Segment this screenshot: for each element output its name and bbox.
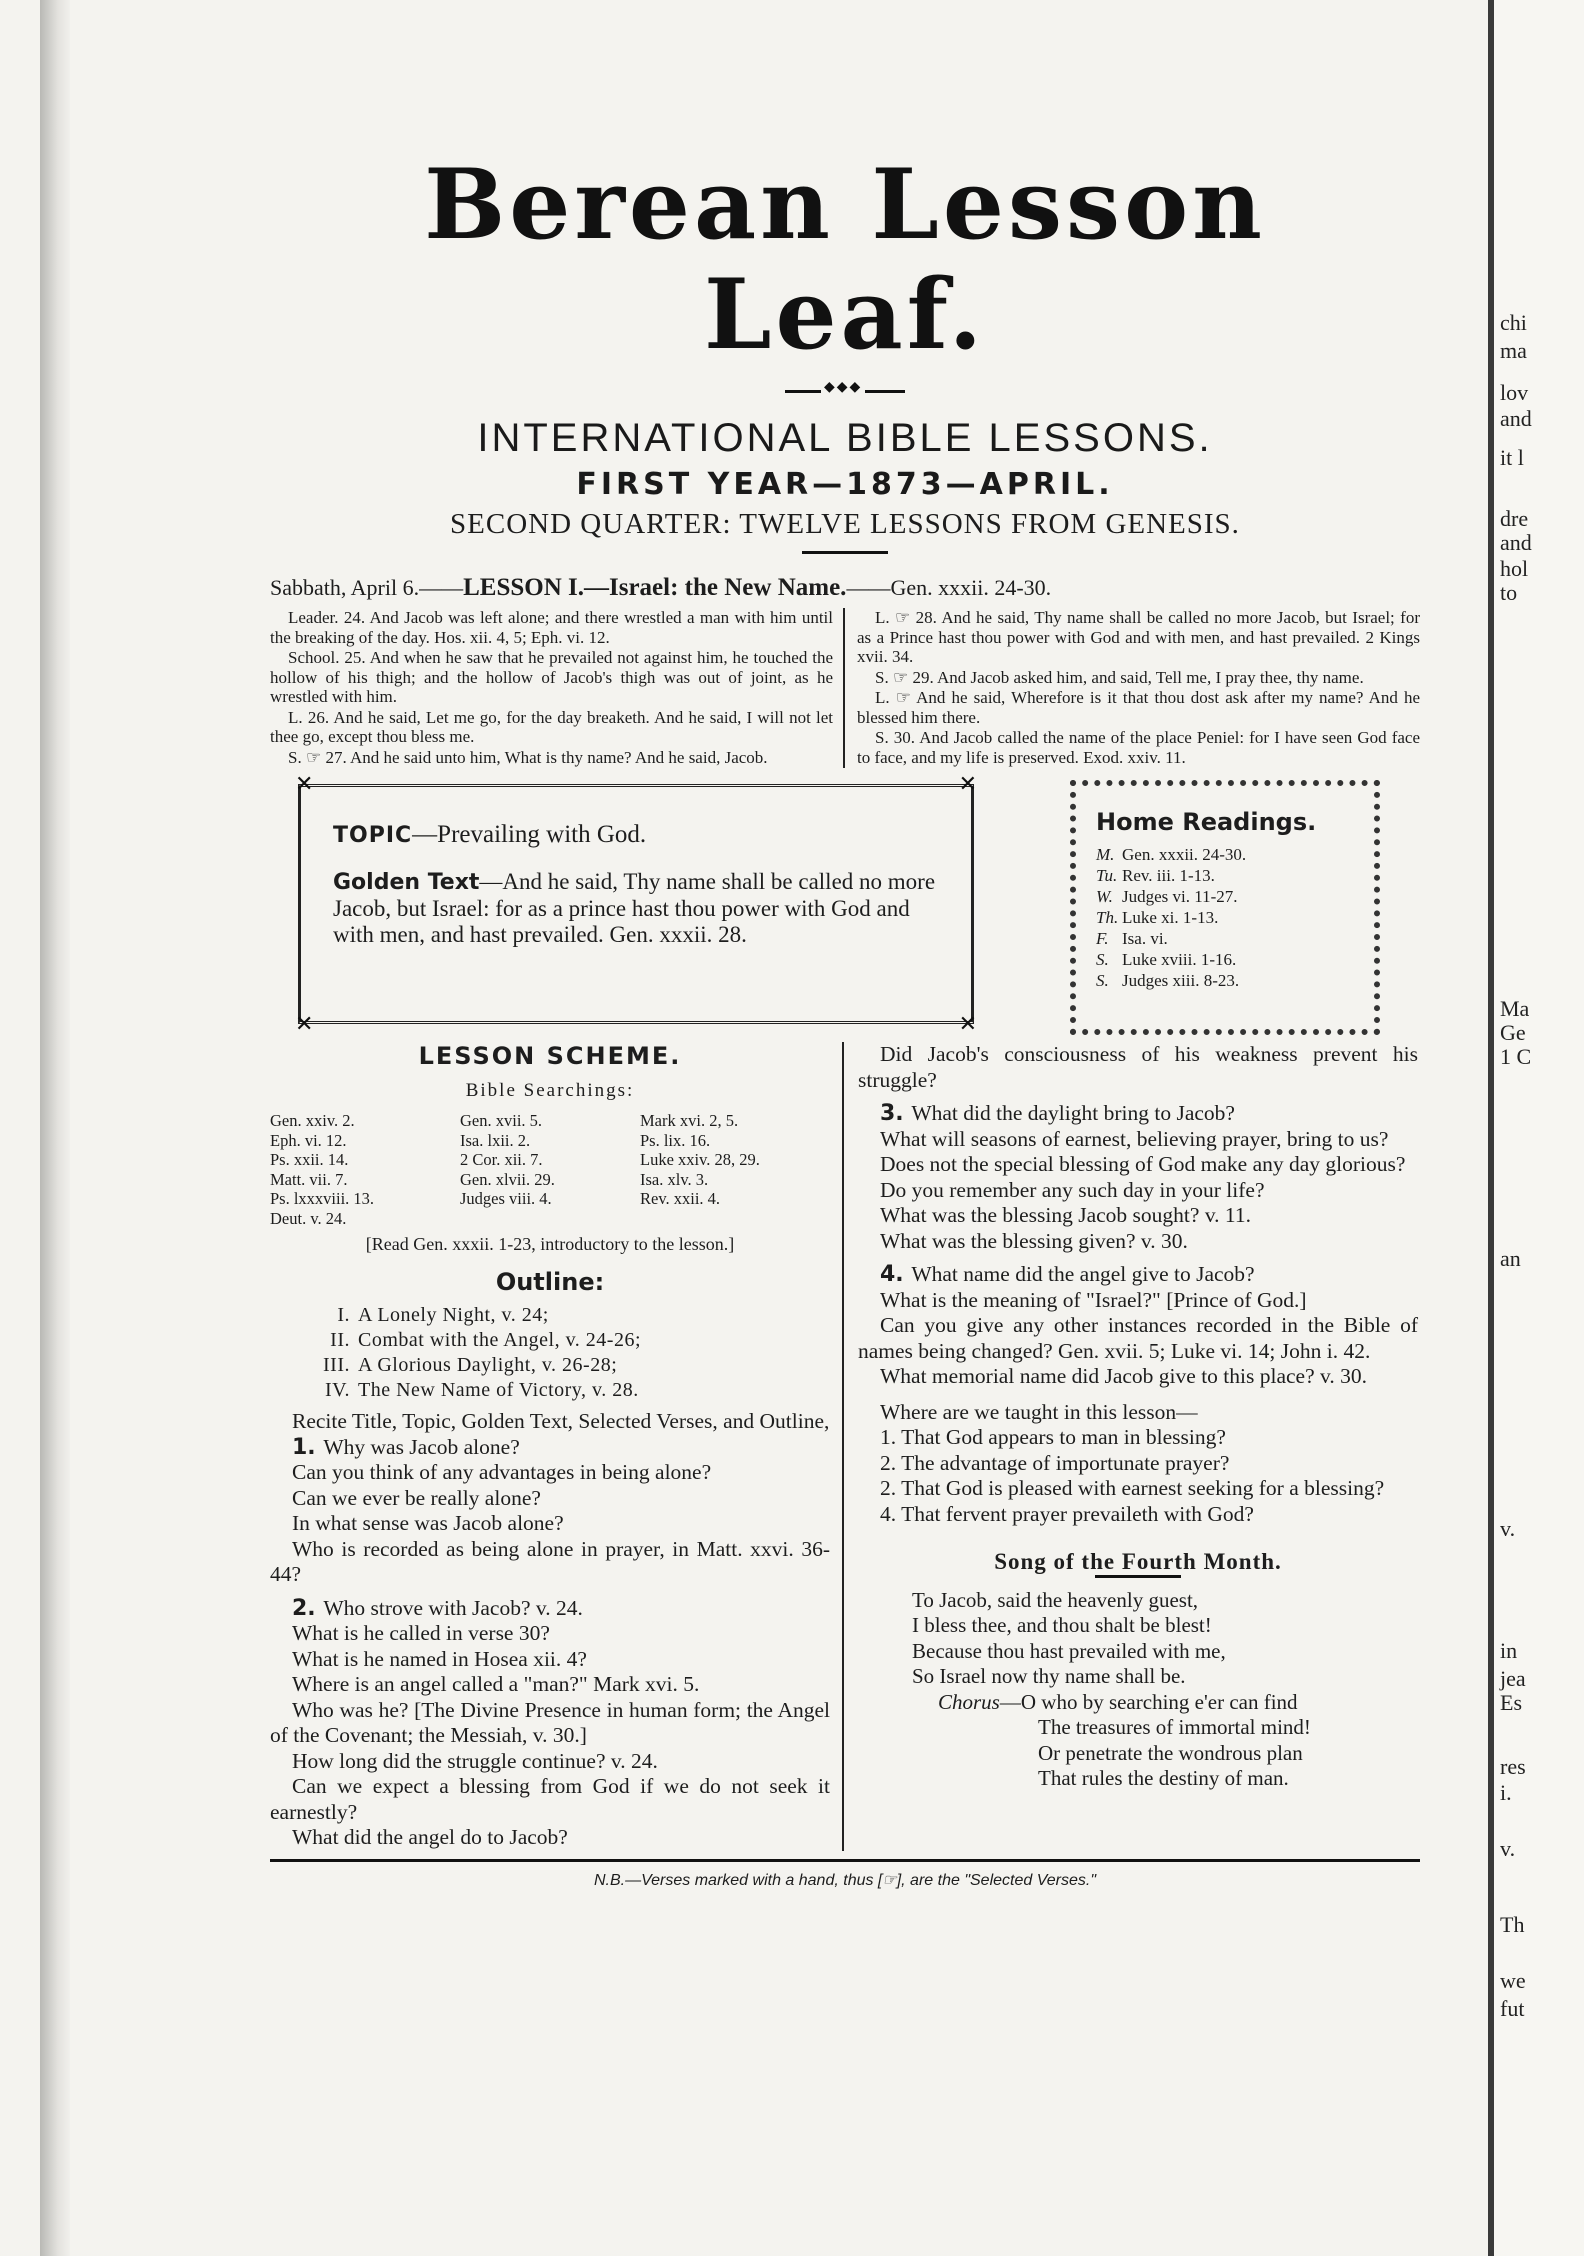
outline-item [310, 1353, 830, 1378]
page-fragment: fut [1500, 1996, 1525, 2021]
question: What did the angel do to Jacob? [292, 1825, 568, 1849]
searching-ref: Ps. xxii. 14. [270, 1150, 349, 1169]
home-reading-item [1096, 928, 1358, 949]
topic-text: —Prevailing with God. [412, 821, 647, 848]
reading-ref: Judges vi. 11-27. [1122, 887, 1238, 906]
outline-text: The New Name of Victory, v. 28. [358, 1379, 639, 1401]
chorus [938, 1690, 1418, 1792]
searching-ref: Luke xxiv. 28, 29. [640, 1150, 760, 1169]
topic-line [333, 821, 953, 849]
searching-ref: Rev. xxii. 4. [640, 1189, 721, 1208]
verse: School. 25. And when he saw that he prevailed not against him, he touched the hollow of his thigh; and the hollow of Jacob's thigh was out of joint, as he wrestled with him. [270, 648, 833, 706]
reading-ref: Luke xi. 1-13. [1122, 908, 1219, 927]
bible-searchings-grid [270, 1111, 830, 1228]
golden-text-body: —And he said, Thy name shall be called no more Jacob, but Israel: for as a prince hast thou power with God and with men, and hast prevailed. Gen. xxxii. 28. [333, 869, 936, 947]
question: What memorial name did Jacob give to this place? v. 30. [880, 1364, 1367, 1388]
question: Where is an angel called a "man?" Mark xvi. 5. [292, 1672, 700, 1696]
page-fragment: Ge [1500, 1020, 1526, 1045]
home-readings-box [1070, 780, 1380, 1035]
outline-num: II. [330, 1329, 350, 1351]
scripture-left [270, 608, 845, 768]
searching-ref: Isa. lxii. 2. [460, 1130, 531, 1150]
outline-num: III. [323, 1354, 350, 1376]
question: Can you think of any advantages in being alone? [292, 1460, 712, 1484]
question [270, 1435, 830, 1461]
reading-ref: Luke xviii. 1-16. [1122, 950, 1237, 969]
page-fragment: dre [1500, 506, 1529, 531]
question-text: Why was Jacob alone? [323, 1434, 520, 1459]
outline-item [310, 1328, 830, 1353]
corner-ornament: ✕ [295, 771, 314, 796]
page-fragment: in [1500, 1638, 1518, 1663]
page-fragment: hol [1500, 556, 1529, 581]
taught-item: 4. That fervent prayer prevaileth with God? [880, 1501, 1254, 1526]
golden-text [333, 869, 953, 948]
song-line: To Jacob, said the heavenly guest, [912, 1587, 1199, 1612]
outline-num: I. [337, 1304, 350, 1326]
page-fragment: and [1500, 530, 1532, 555]
song-rule [1095, 1575, 1181, 1578]
chorus-label: Chorus [938, 1689, 1000, 1714]
taught-item: 2. That God is pleased with earnest seeking for a blessing? [880, 1476, 1385, 1500]
reading-day: W. [1096, 887, 1113, 906]
read-note: [Read Gen. xxxii. 1-23, introductory to the lesson.] [365, 1234, 735, 1254]
lesson-date: Sabbath, April 6.—— [270, 575, 464, 600]
verse: L. ☞ And he said, Wherefore is it that thou dost ask after my name? And he blessed him there. [857, 688, 1420, 727]
bottom-rule [270, 1859, 1420, 1862]
question: In what sense was Jacob alone? [292, 1511, 564, 1535]
lesson-title: LESSON I.—Israel: the New Name. [463, 574, 847, 601]
searching-ref [460, 1209, 640, 1229]
question: How long did the struggle continue? v. 24. [292, 1748, 658, 1773]
reading-day: Th. [1096, 908, 1119, 927]
question: Did Jacob's consciousness of his weakness prevent his struggle? [858, 1042, 1418, 1092]
outline-text: A Glorious Daylight, v. 26-28; [358, 1354, 618, 1376]
golden-label: Golden Text [333, 870, 480, 895]
searching-ref: Matt. vii. 7. [270, 1169, 348, 1189]
question: Does not the special blessing of God make any day glorious? [880, 1152, 1406, 1176]
song-line: Because thou hast prevailed with me, [912, 1638, 1226, 1663]
lesson-body [270, 1042, 1420, 1851]
question: Do you remember any such day in your life? [880, 1177, 1265, 1202]
bible-searchings-title: Bible Searchings: [465, 1079, 635, 1101]
topic-box [295, 771, 977, 1036]
question-text: What name did the angel give to Jacob? [911, 1262, 1255, 1286]
lesson-page [270, 150, 1420, 1890]
reading-day: Tu. [1096, 866, 1118, 885]
page-fragment: to [1500, 580, 1518, 605]
heading-year: FIRST YEAR—1873—APRIL. [576, 467, 1114, 502]
left-column [270, 1042, 844, 1851]
song-line: So Israel now thy name shall be. [912, 1664, 1186, 1688]
searching-ref [640, 1209, 830, 1229]
searching-ref: Mark xvi. 2, 5. [640, 1111, 739, 1130]
reading-day: F. [1096, 929, 1109, 948]
lesson-ref: ——Gen. xxxii. 24-30. [846, 575, 1052, 600]
home-reading-item [1096, 907, 1358, 928]
outline-list [310, 1303, 830, 1403]
page-fragment: res [1500, 1754, 1526, 1779]
question: What is he named in Hosea xii. 4? [292, 1646, 587, 1671]
scheme-title: LESSON SCHEME. [418, 1042, 682, 1070]
verse: S. ☞ 29. And Jacob asked him, and said, Tell me, I pray thee, thy name. [875, 667, 1364, 687]
question-text: What did the daylight bring to Jacob? [911, 1101, 1235, 1125]
scripture-right [845, 608, 1420, 768]
home-reading-item [1096, 865, 1358, 886]
verse: S. ☞ 27. And he said unto him, What is thy name? And he said, Jacob. [288, 747, 768, 767]
page-fragment: v. [1500, 1836, 1516, 1861]
home-reading-item [1096, 970, 1358, 991]
question: What was the blessing Jacob sought? v. 11. [880, 1203, 1252, 1227]
reading-day: S. [1096, 971, 1109, 990]
chorus-line: The treasures of immortal mind! [1038, 1715, 1311, 1739]
page-fragment: 1 C [1500, 1044, 1532, 1069]
question: What is he called in verse 30? [292, 1621, 550, 1645]
reading-ref: Isa. vi. [1122, 929, 1168, 948]
footnote: N.B.—Verses marked with a hand, thus [☞], are the "Selected Verses." [593, 1871, 1097, 1889]
masthead-title: Berean Lesson Leaf. [424, 148, 1266, 371]
question-number: 3. [880, 1101, 912, 1126]
verse: L. ☞ 28. And he said, Thy name shall be called no more Jacob, but Israel; for as a Prince hast thou power with God and with men, and hast prevailed. 2 Kings xvii. 34. [857, 608, 1420, 666]
reading-day: M. [1096, 845, 1115, 864]
page-fragment: Th [1500, 1912, 1525, 1937]
page-fragment: jea [1500, 1666, 1526, 1691]
ornament-divider [785, 384, 905, 398]
page-fragment: v. [1500, 1516, 1516, 1541]
questions-right [858, 1042, 1418, 1390]
home-readings-list [1096, 844, 1358, 991]
rule [802, 551, 888, 554]
searching-ref: Ps. lxxxviii. 13. [270, 1189, 375, 1208]
taught-item: 2. The advantage of importunate prayer? [880, 1450, 1230, 1475]
outline-item [310, 1378, 830, 1403]
searching-ref: Deut. v. 24. [270, 1208, 347, 1228]
heading-international: INTERNATIONAL BIBLE LESSONS. [477, 416, 1213, 460]
home-readings-title: Home Readings. [1096, 808, 1317, 836]
page-fragment: ma [1500, 338, 1527, 363]
boxes-row [270, 771, 1420, 1036]
question: Can you give any other instances recorded in the Bible of names being changed? Gen. xvii. 5; Luke vi. 14; John i. 42. [858, 1313, 1418, 1363]
searching-ref: Eph. vi. 12. [270, 1130, 347, 1150]
chorus-line: That rules the destiny of man. [1038, 1766, 1289, 1790]
chorus-line: Or penetrate the wondrous plan [1038, 1740, 1303, 1765]
corner-ornament: ✕ [958, 1011, 977, 1036]
question: Can we expect a blessing from God if we do not seek it earnestly? [270, 1774, 830, 1824]
outline-num: IV. [324, 1379, 350, 1401]
page-fragment: Es [1500, 1690, 1522, 1715]
question: What is the meaning of "Israel?" [Prince of God.] [880, 1287, 1307, 1312]
home-reading-item [1096, 949, 1358, 970]
taught-list [858, 1425, 1418, 1527]
song-title: Song of the Fourth Month. [994, 1549, 1282, 1574]
home-reading-item [1096, 844, 1358, 865]
scripture-text [270, 608, 1420, 768]
questions-left [270, 1435, 830, 1851]
outline-title: Outline: [495, 1267, 605, 1296]
page-fragment: Ma [1500, 996, 1530, 1021]
question [270, 1596, 830, 1622]
searching-ref: Isa. xlv. 3. [640, 1169, 709, 1189]
page-fragment: we [1500, 1968, 1526, 1993]
question [858, 1262, 1418, 1288]
verse: Leader. 24. And Jacob was left alone; and there wrestled a man with him until the breaking of the day. Hos. xii. 4, 5; Eph. vi. 12. [270, 608, 833, 647]
question: What was the blessing given? v. 30. [880, 1228, 1188, 1253]
corner-ornament: ✕ [295, 1011, 314, 1036]
page-fragment: i. [1500, 1780, 1512, 1805]
question-number: 2. [292, 1595, 324, 1621]
searching-ref: Judges viii. 4. [460, 1189, 552, 1208]
lesson-heading [270, 574, 1420, 602]
taught-item: 1. That God appears to man in blessing? [880, 1425, 1226, 1449]
question [858, 1101, 1418, 1127]
book-spine [40, 0, 70, 2256]
outline-text: A Lonely Night, v. 24; [358, 1304, 549, 1326]
searching-ref: Gen. xlvii. 29. [460, 1169, 555, 1189]
reading-ref: Gen. xxxii. 24-30. [1122, 845, 1247, 864]
reading-ref: Rev. iii. 1-13. [1122, 866, 1215, 885]
outline-item [310, 1303, 830, 1328]
question-number: 1. [292, 1434, 324, 1460]
question-text: Who strove with Jacob? v. 24. [323, 1595, 583, 1620]
searching-ref: Ps. lix. 16. [640, 1130, 711, 1150]
corner-ornament: ✕ [958, 771, 977, 796]
verse: L. 26. And he said, Let me go, for the day breaketh. And he said, I will not let thee go, except thou bless me. [270, 707, 833, 746]
topic-label: TOPIC [333, 823, 413, 848]
song-body [912, 1588, 1418, 1792]
page-fragment: it l [1500, 445, 1524, 470]
page-fragment: chi [1500, 310, 1527, 335]
taught-intro: Where are we taught in this lesson— [880, 1399, 1198, 1424]
verse: S. 30. And Jacob called the name of the place Peniel: for I have seen God face to face, and my life is preserved. Exod. xxiv. 11. [857, 728, 1420, 767]
page-fragment: and [1500, 406, 1532, 431]
reading-day: S. [1096, 950, 1109, 969]
chorus-line: —O who by searching e'er can find [999, 1689, 1298, 1714]
recite-instruction: Recite Title, Topic, Golden Text, Selected Verses, and Outline, [292, 1409, 830, 1433]
reading-ref: Judges xiii. 8-23. [1122, 971, 1240, 990]
right-column [844, 1042, 1418, 1851]
question-number: 4. [880, 1262, 912, 1287]
song-line: I bless thee, and thou shalt be blest! [912, 1613, 1212, 1637]
heading-quarter: SECOND QUARTER: TWELVE LESSONS FROM GENESIS. [450, 508, 1240, 540]
outline-text: Combat with the Angel, v. 24-26; [358, 1329, 642, 1351]
searching-ref: Gen. xvii. 5. [460, 1111, 543, 1130]
page-fragment: an [1500, 1246, 1521, 1271]
question: Who is recorded as being alone in prayer, in Matt. xxvi. 36-44? [270, 1536, 830, 1586]
adjacent-page [1494, 0, 1584, 2256]
question: Who was he? [The Divine Presence in human form; the Angel of the Covenant; the Messiah, v. 30.] [270, 1697, 830, 1747]
question: Can we ever be really alone? [292, 1485, 541, 1510]
searching-ref: 2 Cor. xii. 7. [460, 1150, 543, 1169]
question: What will seasons of earnest, believing prayer, bring to us? [880, 1126, 1389, 1151]
searching-ref: Gen. xxiv. 2. [270, 1111, 355, 1130]
page-fragment: lov [1500, 380, 1529, 405]
home-reading-item [1096, 886, 1358, 907]
